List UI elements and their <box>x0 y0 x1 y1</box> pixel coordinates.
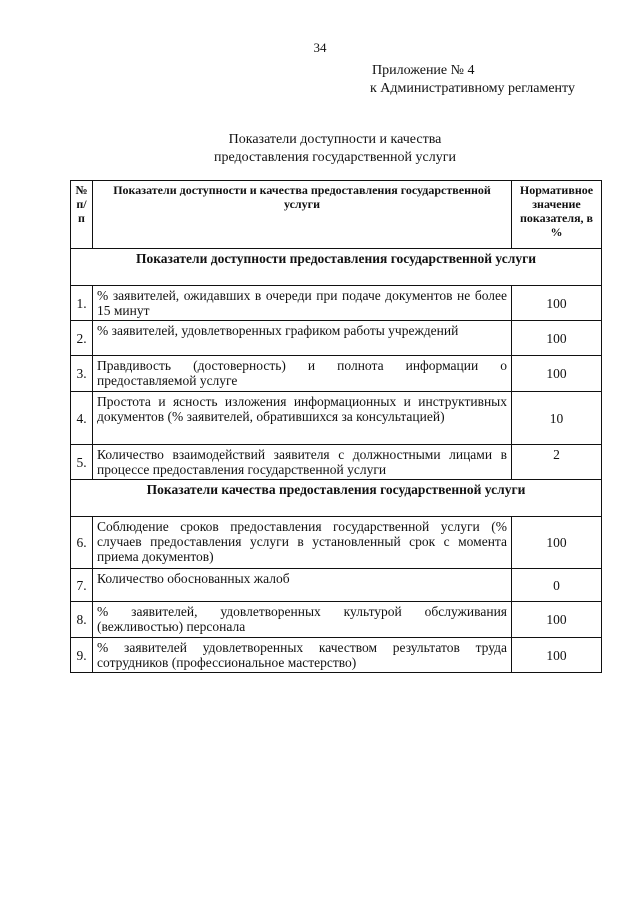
row-indicator-text: % заявителей удовлетворенных качеством результатов труда сотрудников (профессиональное мастерство) <box>93 638 512 673</box>
table-row <box>71 392 602 445</box>
appendix-line-2: к Административному регламенту <box>370 81 575 96</box>
header-indicator: Показатели доступности и качества предоставления государственной услуги <box>93 181 512 249</box>
table-row <box>71 638 602 673</box>
row-value: 100 <box>512 286 602 321</box>
table-row <box>71 569 602 602</box>
section-title-availability: Показатели доступности предоставления государственной услуги <box>71 249 602 286</box>
title-line-1: Показатели доступности и качества <box>228 132 442 147</box>
row-number: 6. <box>71 517 93 569</box>
page-number: 34 <box>313 40 327 55</box>
indicators-table <box>70 180 602 673</box>
row-value: 100 <box>512 517 602 569</box>
table-row <box>71 445 602 480</box>
row-number: 7. <box>71 569 93 602</box>
row-value: 100 <box>512 321 602 356</box>
row-number: 5. <box>71 445 93 480</box>
appendix-line-1: Приложение № 4 <box>372 63 475 78</box>
section-row-availability <box>71 249 602 286</box>
row-indicator-text: % заявителей, удовлетворенных графиком работы учреждений <box>93 321 512 356</box>
row-number: 4. <box>71 392 93 445</box>
row-indicator-text: Количество взаимодействий заявителя с должностными лицами в процессе предоставления государственной услуги <box>93 445 512 480</box>
row-indicator-text: Правдивость (достоверность) и полнота информации о предоставляемой услуге <box>93 356 512 392</box>
section-row-quality <box>71 480 602 517</box>
row-value: 100 <box>512 356 602 392</box>
row-value: 2 <box>512 445 602 480</box>
row-value: 10 <box>512 392 602 445</box>
row-number: 2. <box>71 321 93 356</box>
row-value: 0 <box>512 569 602 602</box>
title-line-2: предоставления государственной услуги <box>214 150 456 165</box>
row-indicator-text: Простота и ясность изложения информационных и инструктивных документов (% заявителей, обратившихся за консультацией) <box>93 392 512 445</box>
row-number: 8. <box>71 602 93 638</box>
table-row <box>71 356 602 392</box>
table-row <box>71 602 602 638</box>
table-row <box>71 517 602 569</box>
document-title <box>70 131 600 167</box>
table-row <box>71 286 602 321</box>
row-number: 9. <box>71 638 93 673</box>
row-indicator-text: % заявителей, удовлетворенных культурой обслуживания (вежливостью) персонала <box>93 602 512 638</box>
row-value: 100 <box>512 602 602 638</box>
row-value: 100 <box>512 638 602 673</box>
header-value: Нормативное значение показателя, в % <box>512 181 602 249</box>
table-row <box>71 321 602 356</box>
header-num: № п/п <box>71 181 93 249</box>
row-number: 1. <box>71 286 93 321</box>
appendix-header <box>372 62 632 98</box>
row-indicator-text: % заявителей, ожидавших в очереди при подаче документов не более 15 минут <box>93 286 512 321</box>
row-indicator-text: Количество обоснованных жалоб <box>93 569 512 602</box>
row-indicator-text: Соблюдение сроков предоставления государственной услуги (% случаев предоставления услуги в установленный срок с момента приема документов) <box>93 517 512 569</box>
table-header-row <box>71 181 602 249</box>
section-title-quality: Показатели качества предоставления государственной услуги <box>71 480 602 517</box>
row-number: 3. <box>71 356 93 392</box>
